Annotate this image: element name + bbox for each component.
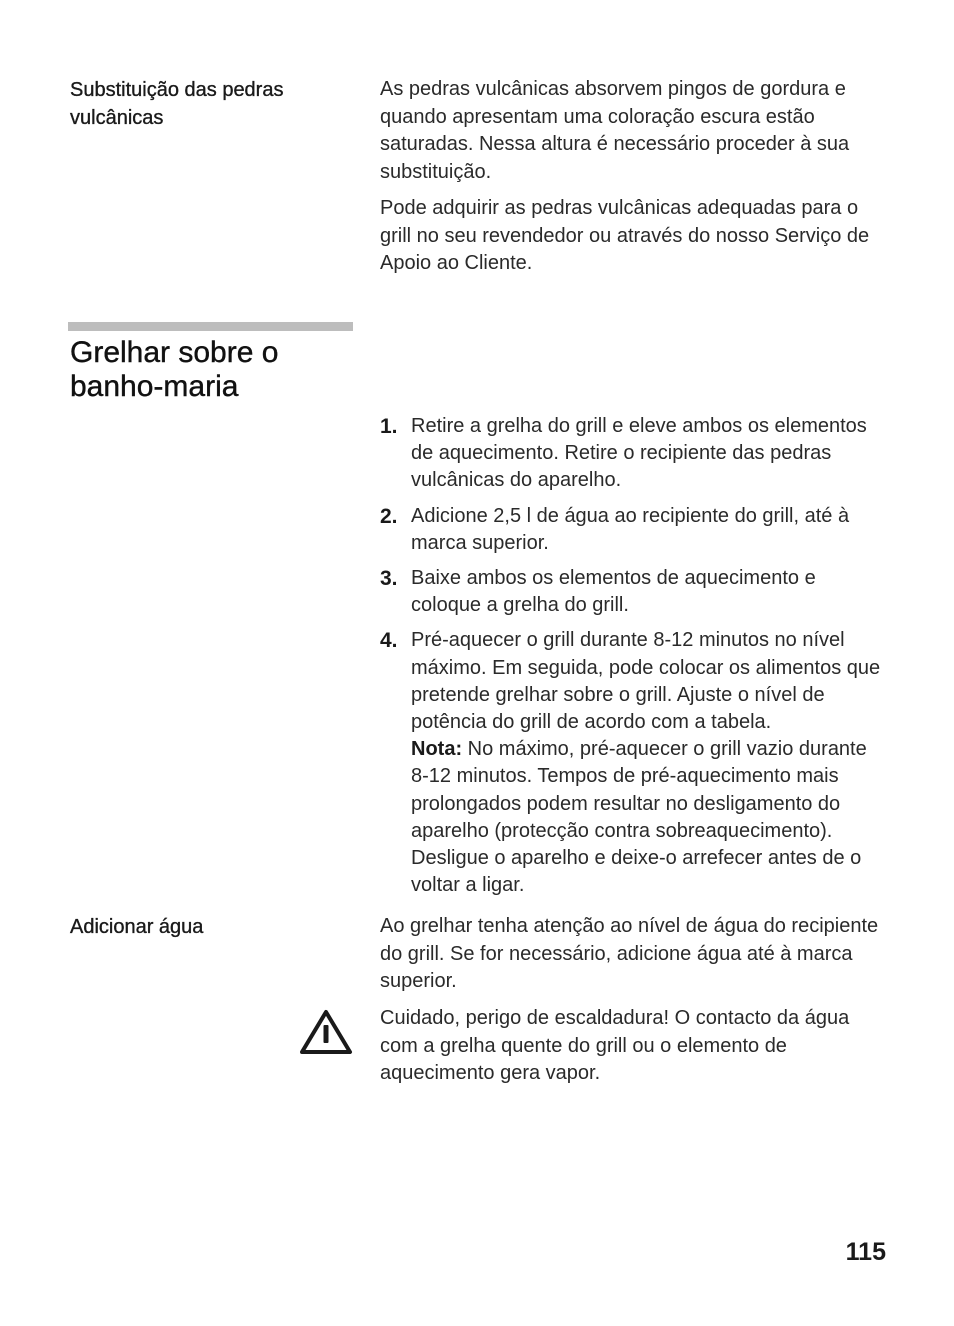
note-label: Nota: xyxy=(411,738,463,761)
paragraph: Ao grelhar tenha atenção ao nível de água do recipiente do grill. Se for necessário, adicione água até à marca superior. xyxy=(380,915,879,992)
step-text: Pré-aquecer o grill durante 8-12 minutos no nível máximo. Em seguida, pode colocar os alimentos que pretende grelhar sobre o grill. Ajuste o nível de potência do grill de acordo com a tabela. xyxy=(411,629,881,734)
page-number: 115 xyxy=(845,1238,886,1266)
warning-text-block xyxy=(380,1005,885,1088)
section-heading-volcanic-stones: Substituição das pedras vulcânicas xyxy=(70,79,284,129)
step-text: Baixe ambos os elementos de aquecimento e coloque a grelha do grill. xyxy=(411,567,816,617)
step-item xyxy=(380,627,885,899)
step-number: 1. xyxy=(380,415,398,438)
step-item xyxy=(380,565,885,619)
add-water-text xyxy=(380,913,885,996)
warning-triangle-icon xyxy=(298,1008,354,1056)
steps-list xyxy=(380,413,885,907)
step-item xyxy=(380,503,885,557)
step-number: 2. xyxy=(380,504,398,528)
volcanic-stones-text xyxy=(380,76,885,278)
warning-text: Cuidado, perigo de escaldadura! O contacto da água com a grelha quente do grill ou o elemento de aquecimento gera vapor. xyxy=(380,1007,850,1084)
section-title: Grelhar sobre o banho-maria xyxy=(70,336,279,403)
section-heading-add-water: Adicionar água xyxy=(70,916,204,938)
section-divider xyxy=(68,322,353,331)
step-text: Adicione 2,5 l de água ao recipiente do grill, até à marca superior. xyxy=(411,504,850,554)
note-text: No máximo, pré-aquecer o grill vazio durante 8-12 minutos. Tempos de pré-aquecimento mais prolongados podem resultar no desligamento do aparelho (protecção contra sobreaquecimento). Desligue o aparelho e deixe-o arrefecer antes de o voltar a ligar. xyxy=(411,738,867,897)
step-number: 3. xyxy=(380,567,398,591)
step-text: Retire a grelha do grill e eleve ambos os elementos de aquecimento. Retire o recipiente das pedras vulcânicas do aparelho. xyxy=(411,415,867,492)
paragraph: Pode adquirir as pedras vulcânicas adequadas para o grill no seu revendedor ou através do nosso Serviço de Apoio ao Cliente. xyxy=(380,197,870,274)
paragraph: As pedras vulcânicas absorvem pingos de gordura e quando apresentam uma coloração escura estão saturadas. Nessa altura é necessário proceder à sua substituição. xyxy=(380,78,850,183)
step-number: 4. xyxy=(380,629,398,653)
step-item xyxy=(380,413,885,495)
